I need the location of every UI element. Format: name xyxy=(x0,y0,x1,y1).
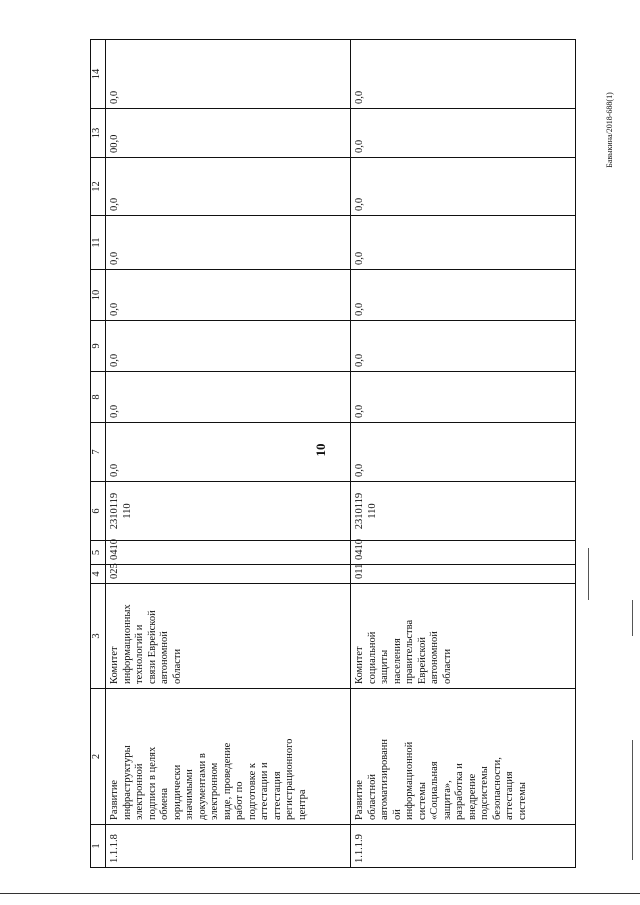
grbs-code: 025 xyxy=(106,565,351,584)
header-cell: 2 xyxy=(91,689,106,825)
value-cell: 0,0 xyxy=(351,40,576,109)
header-cell: 3 xyxy=(91,584,106,689)
value-cell: 0,0 xyxy=(351,109,576,158)
header-cell: 9 xyxy=(91,321,106,372)
header-cell: 11 xyxy=(91,216,106,270)
header-cell: 8 xyxy=(91,372,106,423)
value-cell: 0,0 xyxy=(351,216,576,270)
value-cell: 00,0 xyxy=(106,109,351,158)
table-row xyxy=(351,40,576,868)
value-cell: 0,0 xyxy=(106,216,351,270)
value-cell: 0,0 xyxy=(351,270,576,321)
scan-mark-left xyxy=(588,548,589,600)
value-cell: 0,0 xyxy=(351,372,576,423)
row-id: 1.1.1.8 xyxy=(106,825,351,868)
header-cell: 13 xyxy=(91,109,106,158)
executor: Комитет социальной защиты населения правительства Еврейской автономной области xyxy=(351,584,576,689)
scan-mark-right xyxy=(632,740,633,860)
value-cell: 0,0 xyxy=(106,40,351,109)
rotated-table-container xyxy=(90,40,570,868)
executor: Комитет информационных технологий и связи Еврейской автономной области xyxy=(106,584,351,689)
row-id: 1.1.1.9 xyxy=(351,825,576,868)
header-row xyxy=(91,40,106,868)
scan-bottom-line xyxy=(0,893,640,894)
scan-mark-center xyxy=(632,600,633,636)
value-cell: 0,0 xyxy=(106,270,351,321)
document-code: Бавыкина/2018-688(1) xyxy=(605,92,614,168)
rzpr-code: 0410 xyxy=(351,541,576,565)
value-cell: 0,0 xyxy=(106,423,351,482)
budget-table xyxy=(90,39,576,868)
header-cell: 1 xyxy=(91,825,106,868)
value-cell: 0,0 xyxy=(106,372,351,423)
value-cell: 0,0 xyxy=(106,321,351,372)
table-row xyxy=(106,40,351,868)
measure-name: Развитие инфраструктуры электронной подписи в целях обмена юридически значимыми документами в электронном виде, проведение работ по подготовке к аттестации и аттестация регистрационного центра xyxy=(106,689,351,825)
header-cell: 12 xyxy=(91,158,106,216)
header-cell: 6 xyxy=(91,482,106,541)
header-cell: 10 xyxy=(91,270,106,321)
value-cell: 0,0 xyxy=(351,423,576,482)
header-cell: 4 xyxy=(91,565,106,584)
value-cell: 0,0 xyxy=(106,158,351,216)
grbs-code: 011 xyxy=(351,565,576,584)
rzpr-code: 0410 xyxy=(106,541,351,565)
csr-code: 2310119 110 xyxy=(106,482,351,541)
header-cell: 7 xyxy=(91,423,106,482)
csr-code: 2310119 110 xyxy=(351,482,576,541)
header-cell: 14 xyxy=(91,40,106,109)
measure-name: Развитие областной автоматизированн ой информационной системы «Социальная защита», разработка и внедрение подсистемы безопасности, аттестация системы xyxy=(351,689,576,825)
page-number: 10 xyxy=(313,443,328,457)
header-cell: 5 xyxy=(91,541,106,565)
value-cell: 0,0 xyxy=(351,321,576,372)
value-cell: 0,0 xyxy=(351,158,576,216)
